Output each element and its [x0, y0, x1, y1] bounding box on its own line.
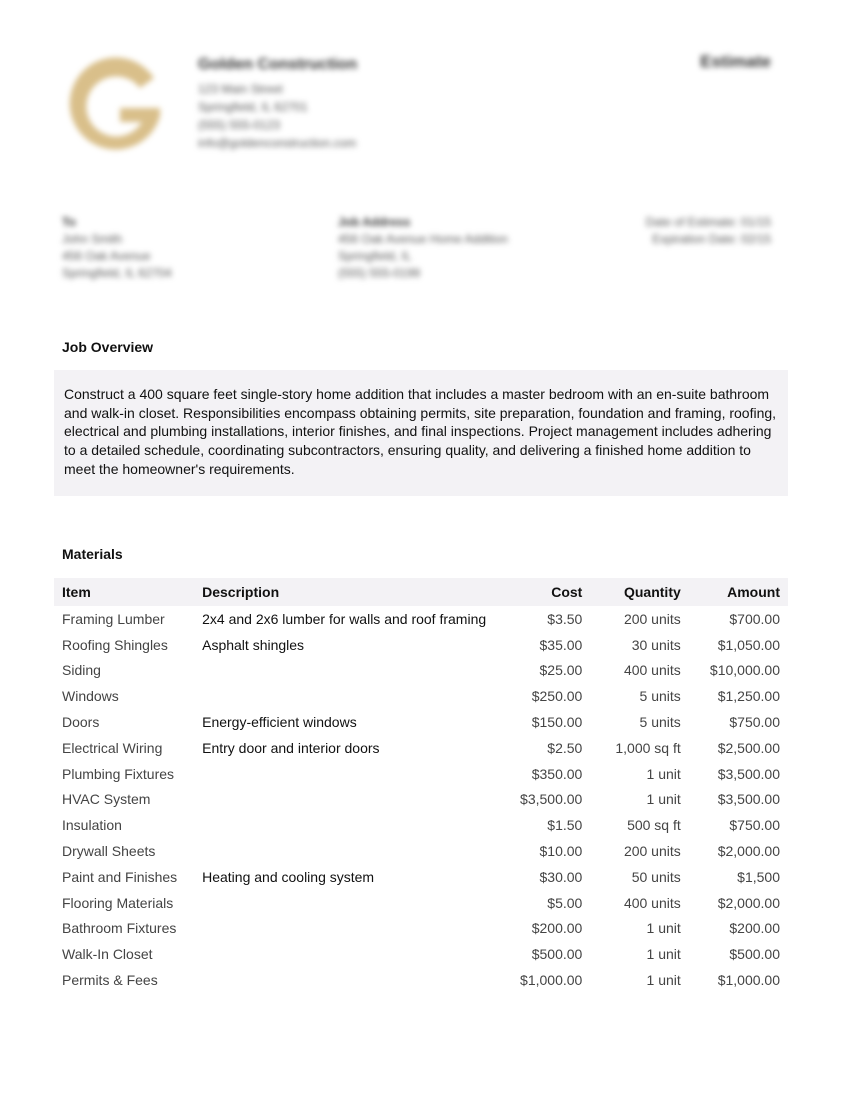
- cell-item: Paint and Finishes: [62, 868, 178, 885]
- cell-cost: $10.00: [539, 843, 583, 860]
- cell-quantity: 50 units: [631, 868, 681, 885]
- materials-header-row: [54, 578, 788, 606]
- company-phone: (555) 555-0123: [198, 118, 281, 132]
- job-address-line: (555) 555-0199: [338, 266, 421, 280]
- cell-quantity: 400 units: [623, 662, 681, 679]
- estimate-meta-block: [646, 214, 771, 248]
- job-address-block: [338, 214, 508, 282]
- cell-item: Walk-In Closet: [62, 946, 153, 963]
- cell-cost: $250.00: [531, 688, 583, 705]
- cell-amount: $2,500.00: [717, 739, 780, 756]
- cell-cost: $30.00: [539, 868, 583, 885]
- table-row: [54, 941, 788, 967]
- cell-item: Siding: [62, 662, 101, 679]
- cell-cost: $35.00: [539, 636, 583, 653]
- cell-amount: $1,050.00: [717, 636, 780, 653]
- cell-quantity: 400 units: [623, 894, 681, 911]
- table-row: [54, 606, 788, 632]
- column-header-amount: Amount: [689, 578, 788, 606]
- cell-item: Permits & Fees: [62, 972, 158, 989]
- cell-description: Entry door and interior doors: [202, 739, 380, 756]
- cell-description: [194, 812, 495, 838]
- cell-cost: $3,500.00: [520, 791, 583, 808]
- company-address-line: 123 Main Street: [198, 82, 283, 96]
- cell-description: Energy-efficient windows: [202, 714, 357, 731]
- materials-title: Materials: [62, 546, 123, 562]
- cell-quantity: 5 units: [639, 688, 681, 705]
- cell-quantity: 1,000 sq ft: [615, 739, 681, 756]
- table-row: [54, 838, 788, 864]
- cell-amount: $1,250.00: [717, 688, 780, 705]
- cell-quantity: 1 unit: [646, 946, 681, 963]
- cell-description: 2x4 and 2x6 lumber for walls and roof framing: [202, 610, 487, 627]
- table-row: [54, 967, 788, 993]
- cell-description: [194, 787, 495, 813]
- job-address-line: 456 Oak Avenue Home Addition: [338, 232, 508, 246]
- materials-table-body: [54, 606, 788, 993]
- materials-table: [54, 578, 788, 993]
- cell-amount: $750.00: [729, 817, 780, 834]
- company-info: [198, 56, 357, 152]
- cell-description: [194, 838, 495, 864]
- cell-amount: $2,000.00: [717, 894, 780, 911]
- company-email: info@goldenconstruction.com: [198, 136, 357, 150]
- cell-amount: $2,000.00: [717, 843, 780, 860]
- cell-amount: $3,500.00: [717, 765, 780, 782]
- expiration-date: Expiration Date: 02/15: [652, 232, 771, 246]
- cell-cost: $1,000.00: [520, 972, 583, 989]
- bill-to-block: [62, 214, 172, 282]
- column-header-cost: Cost: [495, 578, 590, 606]
- table-row: [54, 916, 788, 942]
- cell-amount: $1,500: [737, 868, 780, 885]
- logo-g-icon: [56, 48, 176, 168]
- bill-to-line: John Smith: [62, 232, 123, 246]
- document-type: Estimate: [700, 52, 771, 71]
- cell-quantity: 200 units: [623, 610, 681, 627]
- table-row: [54, 735, 788, 761]
- cell-cost: $350.00: [531, 765, 583, 782]
- column-header-quantity: Quantity: [590, 578, 688, 606]
- column-header-item: Item: [54, 578, 194, 606]
- cell-description: [194, 761, 495, 787]
- cell-cost: $150.00: [531, 714, 583, 731]
- table-row: [54, 864, 788, 890]
- cell-cost: $2.50: [547, 739, 583, 756]
- cell-amount: $3,500.00: [717, 791, 780, 808]
- cell-amount: $700.00: [729, 610, 780, 627]
- bill-to-line: Springfield, IL 62704: [62, 266, 172, 280]
- cell-description: [194, 658, 495, 684]
- cell-quantity: 1 unit: [646, 920, 681, 937]
- table-row: [54, 787, 788, 813]
- cell-cost: $200.00: [531, 920, 583, 937]
- cell-item: Bathroom Fixtures: [62, 920, 177, 937]
- table-row: [54, 709, 788, 735]
- cell-description: Heating and cooling system: [202, 868, 375, 885]
- cell-amount: $500.00: [729, 946, 780, 963]
- cell-item: Plumbing Fixtures: [62, 765, 175, 782]
- cell-description: [194, 941, 495, 967]
- cell-quantity: 30 units: [631, 636, 681, 653]
- table-row: [54, 890, 788, 916]
- cell-quantity: 1 unit: [646, 765, 681, 782]
- job-overview-title: Job Overview: [62, 339, 154, 355]
- table-row: [54, 632, 788, 658]
- job-overview-text: Construct a 400 square feet single-story home addition that includes a master bedroom with an en-suite bathroom and walk-in closet. Responsibilities encompass obtaining permits, site preparation, foundation and framing, roofing, electrical and plumbing installations, interior finishes, and final inspections. Project management includes adhering to a detailed schedule, coordinating subcontractors, ensuring quality, and delivering a finished home addition to meet the homeowner's requirements.: [54, 370, 788, 496]
- cell-quantity: 1 unit: [646, 791, 681, 808]
- cell-item: Insulation: [62, 817, 122, 834]
- cell-cost: $3.50: [547, 610, 583, 627]
- cell-cost: $1.50: [547, 817, 583, 834]
- cell-description: [194, 890, 495, 916]
- cell-description: [194, 916, 495, 942]
- cell-description: Asphalt shingles: [202, 636, 305, 653]
- cell-description: [194, 967, 495, 993]
- cell-item: Doors: [62, 714, 100, 731]
- cell-quantity: 5 units: [639, 714, 681, 731]
- table-row: [54, 761, 788, 787]
- company-address-line: Springfield, IL 62701: [198, 100, 308, 114]
- cell-amount: $750.00: [729, 714, 780, 731]
- bill-to-label: To: [62, 215, 76, 229]
- cell-cost: $25.00: [539, 662, 583, 679]
- cell-cost: $500.00: [531, 946, 583, 963]
- job-address-label: Job Address: [338, 215, 411, 229]
- cell-item: Framing Lumber: [62, 610, 165, 627]
- cell-description: [194, 683, 495, 709]
- company-name: Golden Construction: [198, 56, 358, 73]
- cell-amount: $200.00: [729, 920, 780, 937]
- cell-quantity: 1 unit: [646, 972, 681, 989]
- cell-item: Drywall Sheets: [62, 843, 156, 860]
- cell-amount: $1,000.00: [717, 972, 780, 989]
- cell-item: Electrical Wiring: [62, 739, 163, 756]
- bill-to-line: 456 Oak Avenue: [62, 249, 151, 263]
- cell-item: Flooring Materials: [62, 894, 174, 911]
- cell-quantity: 200 units: [623, 843, 681, 860]
- job-address-line: Springfield, IL: [338, 249, 412, 263]
- cell-quantity: 500 sq ft: [627, 817, 681, 834]
- cell-cost: $5.00: [547, 894, 583, 911]
- table-row: [54, 658, 788, 684]
- column-header-description: Description: [194, 578, 495, 606]
- table-row: [54, 683, 788, 709]
- cell-item: HVAC System: [62, 791, 151, 808]
- cell-amount: $10,000.00: [709, 662, 780, 679]
- company-logo: [56, 48, 176, 168]
- estimate-date: Date of Estimate: 01/15: [645, 215, 771, 229]
- cell-item: Roofing Shingles: [62, 636, 168, 653]
- table-row: [54, 812, 788, 838]
- cell-item: Windows: [62, 688, 119, 705]
